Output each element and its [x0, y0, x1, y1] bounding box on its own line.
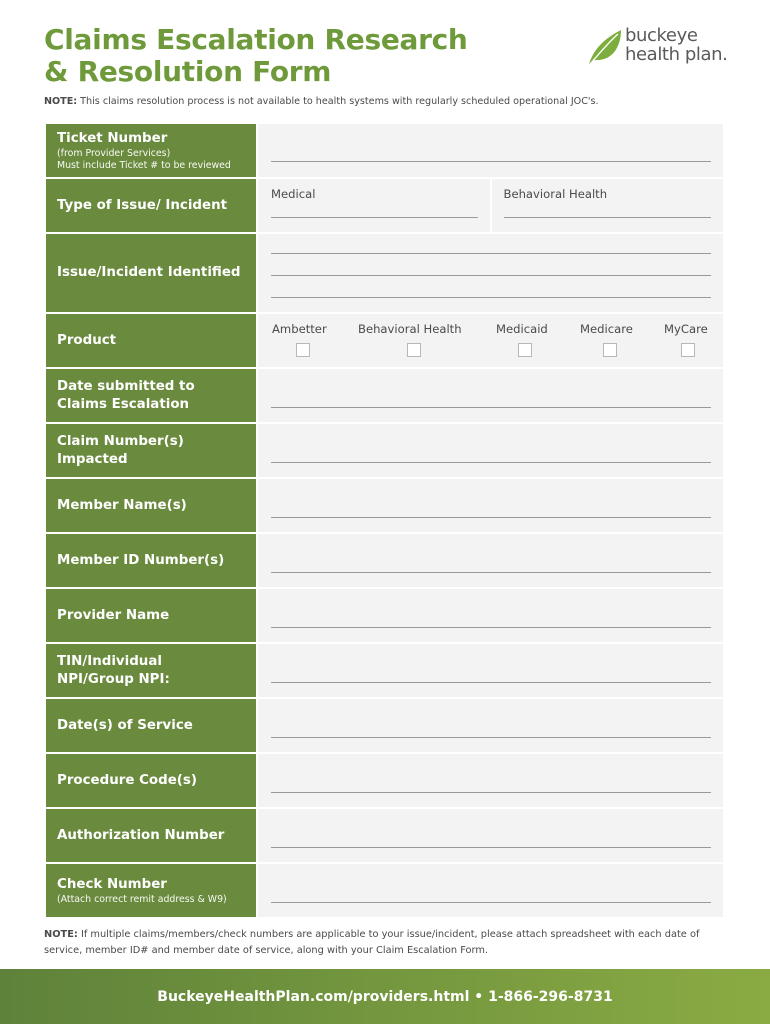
logo-line-1: buckeye: [625, 25, 698, 46]
behavioral-health-field[interactable]: [492, 179, 724, 232]
ticket-number-sub-1: (from Provider Services): [57, 147, 171, 159]
ticket-number-title: Ticket Number: [57, 130, 168, 146]
date-submitted-field[interactable]: [258, 369, 723, 422]
behavioral-health-label: Behavioral Health: [503, 187, 608, 201]
issue-identified-field[interactable]: [258, 234, 723, 312]
behavioral-health-checkbox[interactable]: [407, 343, 421, 357]
member-names-title: Member Name(s): [57, 497, 187, 513]
claim-numbers-title-1: Claim Number(s): [57, 433, 184, 449]
ambetter-checkbox[interactable]: [296, 343, 310, 357]
input-line: [271, 627, 711, 628]
row-claim-numbers: [46, 424, 723, 477]
provider-name-title: Provider Name: [57, 607, 170, 623]
title-line-1: Claims Escalation Research: [44, 23, 468, 56]
date-submitted-title-2: Claims Escalation: [57, 396, 190, 412]
row-member-names: [46, 479, 723, 532]
title-line-2: & Resolution Form: [44, 55, 332, 88]
procedure-codes-title: Procedure Code(s): [57, 772, 198, 788]
leaf-icon: [585, 26, 625, 68]
logo-text: [625, 26, 728, 64]
input-line: [504, 217, 712, 218]
authorization-number-title: Authorization Number: [57, 827, 225, 843]
medical-label: Medical: [271, 187, 316, 201]
check-number-title: Check Number: [57, 876, 167, 892]
buckeye-logo: [585, 26, 735, 72]
type-of-issue-title: Type of Issue/ Incident: [57, 197, 228, 213]
row-date-submitted: [46, 369, 723, 422]
input-line: [271, 737, 711, 738]
member-id-field[interactable]: [258, 534, 723, 587]
medicare-checkbox[interactable]: [603, 343, 617, 357]
product-option-ambetter: Ambetter: [272, 322, 327, 336]
row-procedure-codes: [46, 754, 723, 807]
check-number-sub: (Attach correct remit address & W9): [57, 893, 227, 905]
claim-numbers-field[interactable]: [258, 424, 723, 477]
dates-of-service-field[interactable]: [258, 699, 723, 752]
type-of-issue-label: [46, 179, 256, 232]
row-issue-identified: [46, 234, 723, 312]
mycare-checkbox[interactable]: [681, 343, 695, 357]
bottom-note: [44, 927, 728, 959]
member-id-label: [46, 534, 256, 587]
authorization-number-field[interactable]: [258, 809, 723, 862]
date-submitted-title-1: Date submitted to: [57, 378, 195, 394]
product-label: [46, 314, 256, 367]
member-names-field[interactable]: [258, 479, 723, 532]
product-option-medicaid: Medicaid: [496, 322, 548, 336]
footer-bar: [0, 969, 770, 1024]
ticket-number-field[interactable]: [258, 124, 723, 177]
medical-field[interactable]: [258, 179, 490, 232]
tin-npi-field[interactable]: [258, 644, 723, 697]
tin-npi-title-2: NPI/Group NPI:: [57, 671, 170, 687]
check-number-field[interactable]: [258, 864, 723, 917]
input-line: [271, 572, 711, 573]
product-option-behavioral-health: Behavioral Health: [358, 322, 462, 336]
logo-line-2: health plan.: [625, 44, 728, 65]
row-product: [46, 314, 723, 367]
bottom-note-label: NOTE:: [44, 929, 78, 940]
row-provider-name: [46, 589, 723, 642]
top-note: [44, 96, 599, 107]
tin-npi-label: [46, 644, 256, 697]
top-note-label: NOTE:: [44, 96, 78, 107]
input-line: [271, 253, 711, 254]
claim-numbers-label: [46, 424, 256, 477]
row-authorization-number: [46, 809, 723, 862]
dates-of-service-label: [46, 699, 256, 752]
input-line: [271, 407, 711, 408]
product-option-medicare: Medicare: [580, 322, 633, 336]
dates-of-service-title: Date(s) of Service: [57, 717, 193, 733]
form-title: [44, 24, 468, 88]
member-id-title: Member ID Number(s): [57, 552, 225, 568]
type-of-issue-fields: [258, 179, 723, 232]
input-line: [271, 161, 711, 162]
input-line: [271, 902, 711, 903]
input-line: [271, 217, 478, 218]
issue-identified-title: Issue/Incident Identified: [57, 265, 241, 280]
ticket-number-sub-2: Must include Ticket # to be reviewed: [57, 159, 231, 171]
input-line: [271, 792, 711, 793]
input-line: [271, 847, 711, 848]
provider-name-label: [46, 589, 256, 642]
product-title: Product: [57, 332, 117, 348]
row-member-id: [46, 534, 723, 587]
check-number-label: [46, 864, 256, 917]
authorization-number-label: [46, 809, 256, 862]
row-dates-of-service: [46, 699, 723, 752]
row-type-of-issue: [46, 179, 723, 232]
input-line: [271, 275, 711, 276]
top-note-text: This claims resolution process is not available to health systems with regularly scheduled operational JOC's.: [77, 96, 599, 107]
row-tin-npi: [46, 644, 723, 697]
input-line: [271, 297, 711, 298]
product-option-mycare: MyCare: [664, 322, 708, 336]
provider-name-field[interactable]: [258, 589, 723, 642]
bottom-note-text: If multiple claims/members/check numbers are applicable to your issue/incident, please attach spreadsheet with each date of service, member ID# and member date of service, along with your Claim Escalation Form.: [44, 929, 700, 956]
issue-identified-label: [46, 234, 256, 312]
member-names-label: [46, 479, 256, 532]
procedure-codes-field[interactable]: [258, 754, 723, 807]
procedure-codes-label: [46, 754, 256, 807]
product-field: [258, 314, 723, 367]
medicaid-checkbox[interactable]: [518, 343, 532, 357]
row-ticket-number: [46, 124, 723, 177]
claims-form: [46, 124, 723, 919]
tin-npi-title-1: TIN/Individual: [57, 653, 162, 669]
input-line: [271, 517, 711, 518]
row-check-number: [46, 864, 723, 917]
footer-link[interactable]: BuckeyeHealthPlan.com/providers.html • 1-866-296-8731: [157, 988, 613, 1005]
ticket-number-label: [46, 124, 256, 177]
claim-numbers-title-2: Impacted: [57, 451, 128, 467]
date-submitted-label: [46, 369, 256, 422]
input-line: [271, 682, 711, 683]
input-line: [271, 462, 711, 463]
